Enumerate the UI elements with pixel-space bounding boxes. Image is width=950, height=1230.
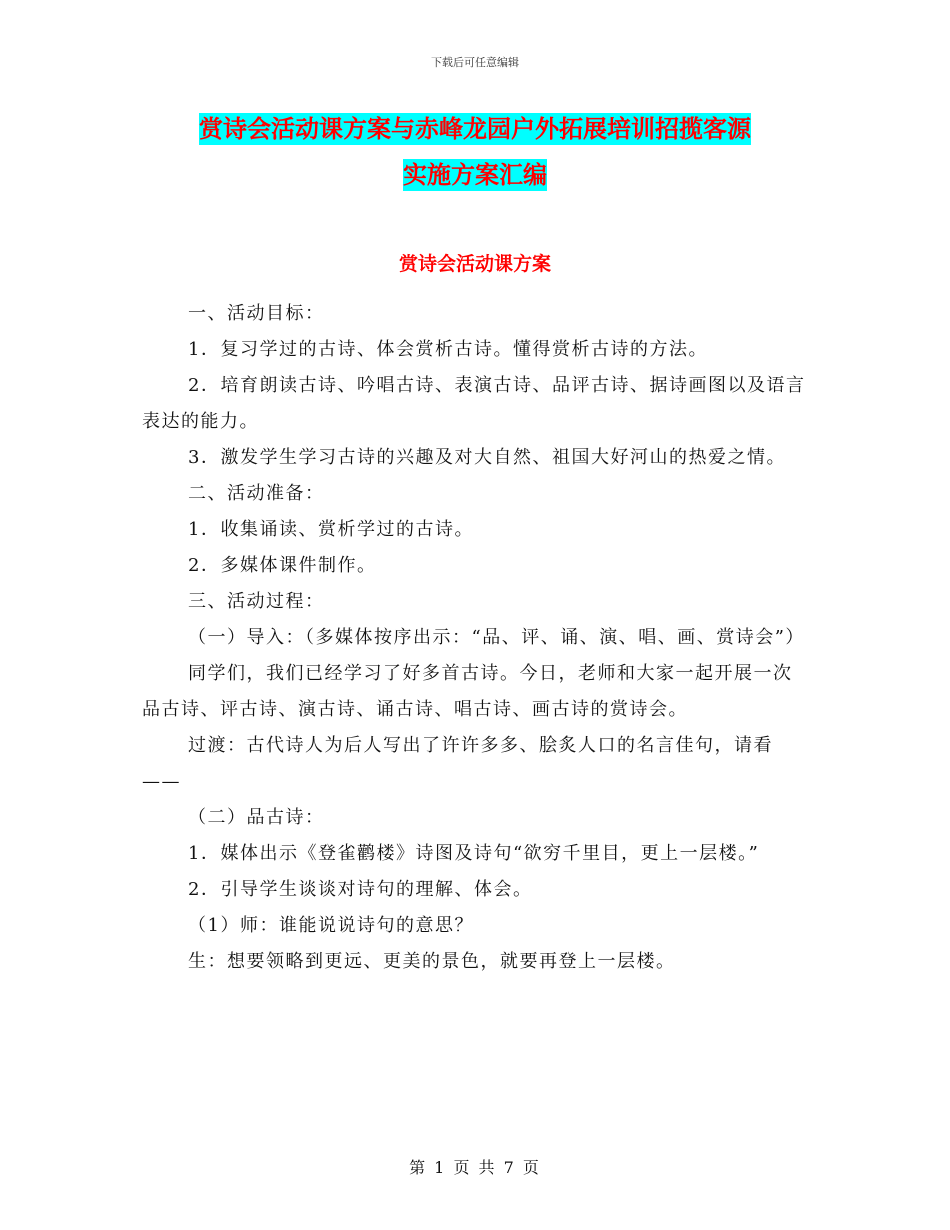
document-title-line-1 — [0, 114, 950, 144]
paragraph: 一、活动目标： — [188, 303, 325, 324]
paragraph: 同学们，我们已经学习了好多首古诗。今日，老师和大家一起开展一次品古诗、评古诗、演古诗、诵古诗、唱古诗、画古诗的赏诗会。 — [142, 663, 793, 720]
paragraph: 1．收集诵读、赏析学过的古诗。 — [188, 519, 474, 540]
paragraph: 生：想要领略到更远、更美的景色，就要再登上一层楼。 — [188, 951, 676, 972]
paragraph: 2．多媒体课件制作。 — [188, 555, 377, 576]
paragraph: 1．媒体出示《登雀鹳楼》诗图及诗句“欲穷千里目，更上一层楼。” — [188, 843, 760, 864]
paragraph: （一）导入：（多媒体按序出示：“品、评、诵、演、唱、画、赏诗会”） — [188, 627, 805, 648]
paragraph: 2．引导学生谈谈对诗句的理解、体会。 — [188, 879, 533, 900]
header-note: 下载后可任意编辑 — [431, 56, 519, 69]
paragraph: 1．复习学过的古诗、体会赏析古诗。懂得赏析古诗的方法。 — [188, 339, 708, 360]
paragraph: 过渡：古代诗人为后人写出了许许多多、脍炙人口的名言佳句，请看—— — [142, 735, 773, 792]
paragraph: 2．培育朗读古诗、吟唱古诗、表演古诗、品评古诗、据诗画图以及语言表达的能力。 — [142, 375, 806, 432]
paragraph: 三、活动过程： — [188, 591, 325, 612]
paragraph: 3．激发学生学习古诗的兴趣及对大自然、祖国大好河山的热爱之情。 — [188, 447, 786, 468]
document-body — [142, 296, 810, 980]
document-title-line-2 — [0, 160, 950, 190]
paragraph: 二、活动准备： — [188, 483, 325, 504]
title-highlight-2: 实施方案汇编 — [403, 161, 547, 189]
section-title: 赏诗会活动课方案 — [398, 253, 551, 275]
title-highlight-1: 赏诗会活动课方案与赤峰龙园户外拓展培训招揽客源 — [199, 115, 751, 143]
page-footer: 第 1 页 共 7 页 — [409, 1158, 541, 1177]
paragraph: （1）师：谁能说说诗句的意思？ — [188, 915, 474, 936]
paragraph: （二）品古诗： — [188, 807, 325, 828]
